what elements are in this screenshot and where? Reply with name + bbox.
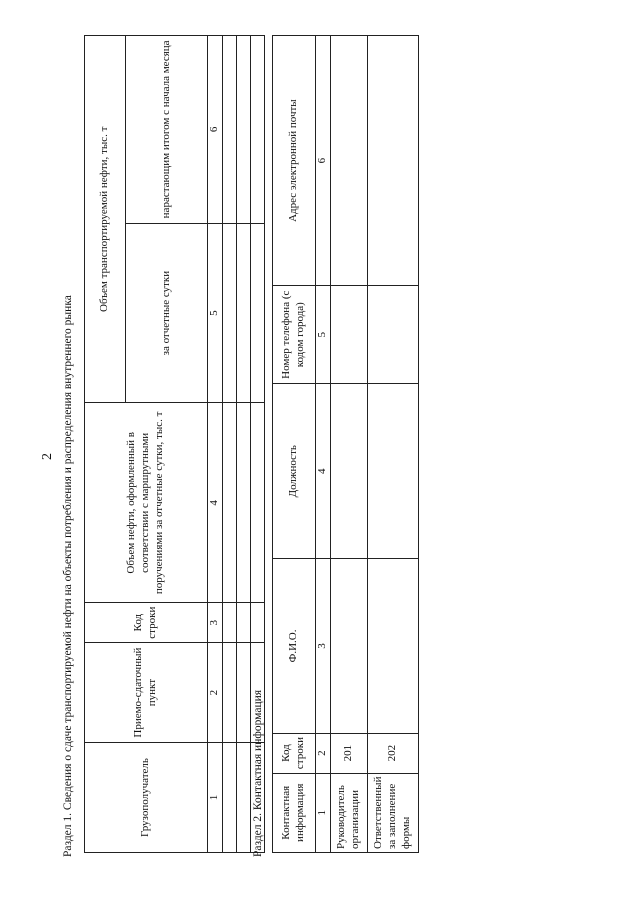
header-consignee: Грузополучатель	[85, 743, 208, 853]
cell[interactable]	[250, 403, 264, 603]
cell[interactable]	[250, 36, 264, 224]
cell[interactable]	[330, 36, 367, 286]
cell[interactable]	[222, 603, 236, 643]
cell[interactable]	[236, 603, 250, 643]
column-number: 4	[316, 384, 331, 559]
section2-title: Раздел 2. Контактная информация	[252, 689, 264, 857]
column-number: 5	[316, 286, 331, 384]
header-contact-info: Контактная информация	[273, 773, 316, 852]
column-number: 3	[316, 559, 331, 733]
header-phone: Номер телефона (с кодом города)	[273, 286, 316, 384]
cell[interactable]	[222, 743, 236, 853]
header-line-code: Код строки	[273, 733, 316, 773]
cell[interactable]	[222, 36, 236, 224]
cell[interactable]	[367, 559, 418, 733]
header-reporting-day: за отчетные сутки	[126, 223, 208, 403]
table-row	[236, 36, 250, 853]
cell[interactable]	[367, 384, 418, 559]
cell[interactable]	[222, 223, 236, 403]
table-row	[222, 36, 236, 853]
cell[interactable]	[367, 36, 418, 286]
column-number: 6	[316, 36, 331, 286]
section2-table	[272, 35, 419, 853]
row-code: 201	[330, 733, 367, 773]
cell[interactable]	[330, 559, 367, 733]
cell[interactable]	[250, 603, 264, 643]
header-email: Адрес электронной почты	[273, 36, 316, 286]
column-number: 4	[208, 403, 223, 603]
column-number: 1	[208, 743, 223, 853]
column-number: 2	[316, 733, 331, 773]
cell[interactable]	[236, 743, 250, 853]
cell[interactable]	[330, 286, 367, 384]
cell[interactable]	[236, 643, 250, 743]
column-number: 2	[208, 643, 223, 743]
column-number: 6	[208, 36, 223, 224]
cell[interactable]	[236, 403, 250, 603]
row-code: 202	[367, 733, 418, 773]
header-position: Должность	[273, 384, 316, 559]
row-label: Ответственный за заполнение формы	[367, 773, 418, 852]
table-row	[330, 36, 367, 853]
cell[interactable]	[330, 384, 367, 559]
column-number: 5	[208, 223, 223, 403]
table-row	[367, 36, 418, 853]
section1-table	[84, 35, 265, 853]
column-number: 1	[316, 773, 331, 852]
cell[interactable]	[222, 643, 236, 743]
cell[interactable]	[222, 403, 236, 603]
cell[interactable]	[367, 286, 418, 384]
header-oil-volume-routes: Объем нефти, оформленный в соответствии с маршрутными поручениями за отчетные сутки, тыс. т	[85, 403, 208, 603]
page-number: 2	[40, 453, 55, 460]
cell[interactable]	[250, 223, 264, 403]
header-full-name: Ф.И.О.	[273, 559, 316, 733]
section1-title: Раздел 1. Сведения о сдаче транспортируемой нефти на объекты потребления и распределения внутреннего рынка	[62, 295, 74, 857]
cell[interactable]	[236, 223, 250, 403]
column-number: 3	[208, 603, 223, 643]
row-label: Руководитель организации	[330, 773, 367, 852]
header-transported-volume: Объем транспортируемой нефти, тыс. т	[85, 36, 126, 403]
cell[interactable]	[236, 36, 250, 224]
header-line-code: Код строки	[85, 603, 208, 643]
header-delivery-point: Приемо-сдаточный пункт	[85, 643, 208, 743]
header-cumulative: нарастающим итогом с начала месяца	[126, 36, 208, 224]
